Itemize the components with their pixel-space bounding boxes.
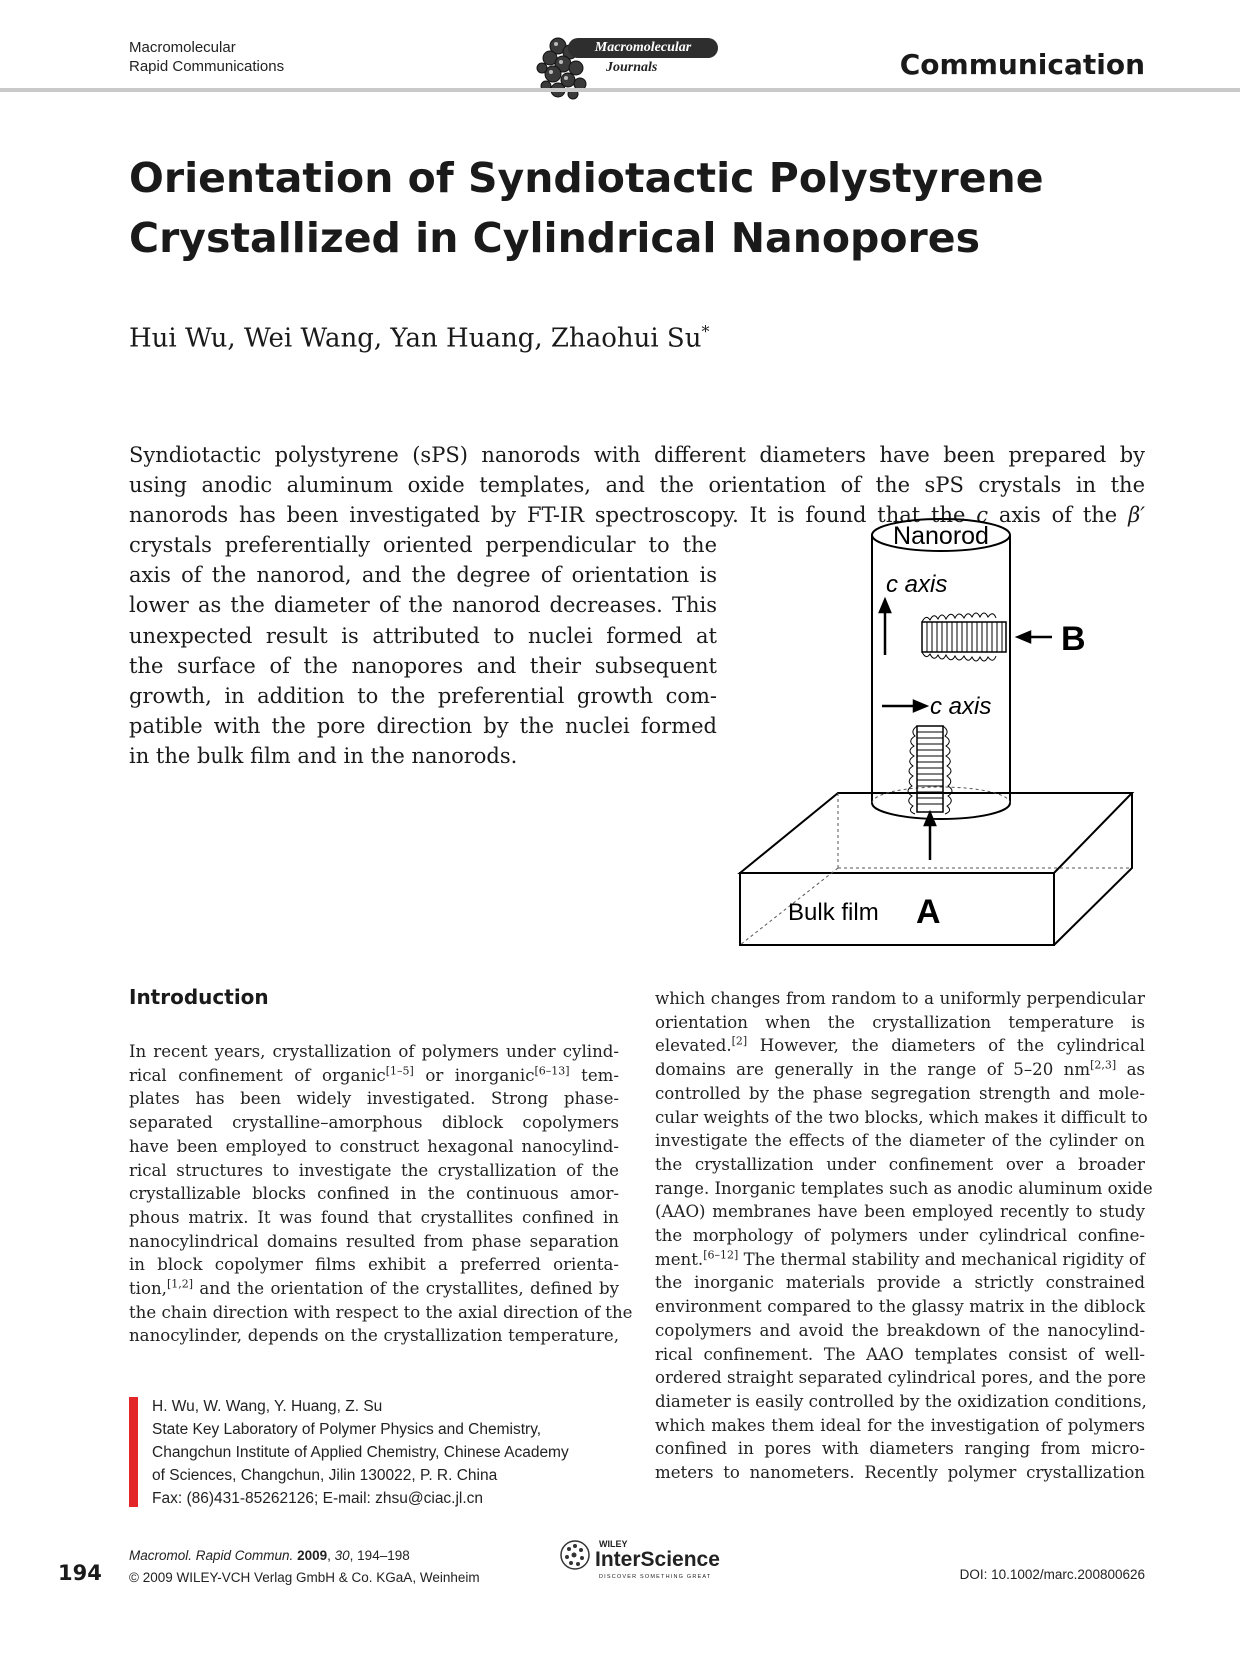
- wiley-interscience-logo: [555, 1533, 740, 1583]
- abstract-wrapped: [129, 530, 717, 772]
- affiliation-line: Changchun Institute of Applied Chemistry, Chinese Academy: [152, 1444, 569, 1461]
- section-heading: Introduction: [129, 985, 269, 1009]
- logo-band-text: Macromolecular: [568, 38, 718, 58]
- body-text-line: tion,[1,2] and the orientation of the crystallites, defined by: [129, 1277, 619, 1299]
- body-text-line: orientation when the crystallization temperature is: [655, 1012, 1145, 1032]
- interscience-text: InterScience: [595, 1548, 720, 1571]
- abstract-line: lower as the diameter of the nanorod decreases. This: [129, 593, 717, 618]
- nanorod-label: Nanorod: [893, 522, 989, 550]
- title-line: Orientation of Syndiotactic Polystyrene: [129, 154, 1044, 202]
- citation-ref: [2]: [731, 1034, 748, 1048]
- citation-ref: [6–12]: [703, 1248, 739, 1262]
- affiliation-line: Fax: (86)431-85262126; E-mail: zhsu@ciac.jl.cn: [152, 1490, 484, 1507]
- abstract-line: axis of the nanorod, and the degree of orientation is: [129, 563, 717, 588]
- body-text-line: crystallizable blocks confined in the continuous amor-: [129, 1184, 619, 1204]
- body-text-line: In recent years, crystallization of polymers under cylind-: [129, 1042, 619, 1061]
- body-text-line: the inorganic materials provide a strictly constrained: [655, 1273, 1145, 1293]
- crystal-a: [908, 726, 952, 814]
- title-line: Crystallized in Cylindrical Nanopores: [129, 214, 980, 262]
- body-text-line: the morphology of polymers under cylindrical confine-: [655, 1226, 1145, 1246]
- journal-name: [129, 38, 284, 76]
- body-text-line: elevated.[2] However, the diameters of the cylindrical: [655, 1034, 1145, 1056]
- affiliation-accent-bar: [129, 1397, 138, 1507]
- corresponding-author-mark: *: [701, 322, 710, 341]
- citation-ref: [6–13]: [534, 1064, 570, 1078]
- body-text-line: nanocylindrical domains resulted from phase separation: [129, 1231, 619, 1251]
- globe-icon: [561, 1541, 589, 1569]
- body-text-line: rical confinement of organic[1–5] or inorganic[6–13] tem-: [129, 1064, 619, 1085]
- body-text-line: in block copolymer films exhibit a preferred orienta-: [129, 1255, 619, 1275]
- body-text-line: confined in pores with diameters ranging from micro-: [655, 1439, 1145, 1459]
- body-text-line: which changes from random to a uniformly perpendicular: [655, 989, 1145, 1008]
- body-text-line: rical structures to investigate the crystallization of the: [129, 1160, 619, 1180]
- bulk-film-label: Bulk film: [788, 899, 879, 926]
- body-text-line: domains are generally in the range of 5–20 nm[2,3] as: [655, 1058, 1145, 1080]
- body-text-line: ordered straight separated cylindrical pores, and the pore: [655, 1368, 1146, 1388]
- citation-ref: [2,3]: [1090, 1058, 1117, 1072]
- left-column-text: [129, 1040, 633, 1348]
- body-text-line: controlled by the phase segregation strength and mole-: [655, 1083, 1145, 1103]
- graphical-abstract-figure: [730, 522, 1150, 950]
- abstract-line: growth, in addition to the preferential growth com-: [129, 684, 717, 709]
- body-text-line: copolymers and avoid the breakdown of the nanocylind-: [655, 1320, 1145, 1340]
- affiliation-block: [152, 1395, 569, 1510]
- logo-sub-text: Journals: [606, 60, 658, 75]
- affiliation-line: State Key Laboratory of Polymer Physics and Chemistry,: [152, 1421, 542, 1438]
- body-text-line: meters to nanometers. Recently polymer crystallization: [655, 1463, 1145, 1483]
- citation-volume: 30: [334, 1548, 350, 1563]
- affiliation-line: of Sciences, Changchun, Jilin 130022, P. R. China: [152, 1467, 498, 1484]
- body-text-line: separated crystalline–amorphous diblock copolymers: [129, 1113, 619, 1133]
- body-text-line: nanocylinder, depends on the crystallization temperature,: [129, 1326, 619, 1346]
- citation-ref: [1,2]: [166, 1277, 194, 1291]
- abstract-line: nanorods has been investigated by FT-IR spectroscopy. It is found that the c axis of the β′: [129, 503, 1145, 528]
- body-text-line: ment.[6–12] The thermal stability and mechanical rigidity of: [655, 1248, 1145, 1269]
- citation-line: Macromol. Rapid Commun. 2009, 30, 194–198: [129, 1548, 410, 1563]
- body-text-line: (AAO) membranes have been employed recently to study: [655, 1202, 1145, 1222]
- label-b: B: [1061, 620, 1086, 658]
- article-type: Communication: [899, 48, 1145, 81]
- doi: DOI: 10.1002/marc.200800626: [959, 1567, 1145, 1582]
- bulk-film-side-face: [1054, 793, 1132, 945]
- copyright-line: © 2009 WILEY-VCH Verlag GmbH & Co. KGaA, Weinheim: [129, 1570, 480, 1585]
- article-title: [129, 148, 1129, 268]
- body-text-line: investigate the effects of the diameter of the cylinder on: [655, 1131, 1145, 1151]
- abstract-line: using anodic aluminum oxide templates, and the orientation of the sPS crystals in the: [129, 473, 1145, 498]
- abstract-line: crystals preferentially oriented perpendicular to the: [129, 533, 717, 557]
- nanorod-bottom-front: [872, 803, 1010, 819]
- abstract-line: in the bulk film and in the nanorods.: [129, 744, 518, 769]
- citation-year: 2009: [297, 1548, 328, 1563]
- abstract-full-width: [129, 440, 1145, 531]
- wiley-text: WILEY: [599, 1539, 628, 1549]
- abstract-line: Syndiotactic polystyrene (sPS) nanorods with different diameters have been prepared by: [129, 443, 1145, 467]
- body-text-line: environment compared to the glassy matrix in the diblock: [655, 1297, 1145, 1317]
- journal-name-line2: Rapid Communications: [129, 58, 285, 75]
- citation-pages: , 194–198: [349, 1548, 410, 1563]
- body-text-line: have been employed to construct hexagonal nanocylind-: [129, 1136, 619, 1156]
- c-axis-upper-label: c axis: [886, 571, 948, 598]
- header-divider: [0, 88, 1240, 92]
- abstract-line: unexpected result is attributed to nuclei formed at: [129, 623, 717, 648]
- body-text-line: diameter is easily controlled by the oxidization conditions,: [655, 1391, 1147, 1411]
- author-list: [129, 322, 709, 354]
- body-text-line: rical confinement. The AAO templates consist of well-: [655, 1344, 1145, 1364]
- macromolecular-journals-logo: [528, 28, 718, 108]
- body-text-line: range. Inorganic templates such as anodic aluminum oxide: [655, 1178, 1153, 1198]
- label-a: A: [916, 893, 941, 931]
- page-number: 194: [58, 1561, 102, 1585]
- body-text-line: the chain direction with respect to the axial direction of the: [129, 1302, 633, 1322]
- c-axis-lower-label: c axis: [930, 693, 992, 720]
- authors-text: Hui Wu, Wei Wang, Yan Huang, Zhaohui Su: [129, 323, 702, 354]
- right-column-text: [655, 987, 1153, 1485]
- crystal-b: [922, 613, 1006, 661]
- citation-ref: [1–5]: [385, 1064, 414, 1078]
- body-text-line: phous matrix. It was found that crystallites confined in: [129, 1207, 619, 1227]
- tagline-text: DISCOVER SOMETHING GREAT: [599, 1574, 712, 1580]
- body-text-line: which makes them ideal for the investigation of polymers: [655, 1415, 1145, 1435]
- citation-block: [129, 1545, 480, 1589]
- body-text-line: the crystallization under confinement over a broader: [655, 1154, 1145, 1174]
- abstract-line: patible with the pore direction by the nuclei formed: [129, 714, 717, 739]
- abstract-line: the surface of the nanopores and their subsequent: [129, 653, 717, 678]
- body-text-line: cular weights of the two blocks, which makes it difficult to: [655, 1107, 1148, 1127]
- journal-name-line1: Macromolecular: [129, 39, 236, 56]
- body-text-line: plates has been widely investigated. Strong phase-: [129, 1089, 619, 1109]
- affiliation-line: H. Wu, W. Wang, Y. Huang, Z. Su: [152, 1398, 383, 1415]
- citation-journal: Macromol. Rapid Commun.: [129, 1548, 294, 1563]
- bulk-film-top-face: [740, 793, 1132, 873]
